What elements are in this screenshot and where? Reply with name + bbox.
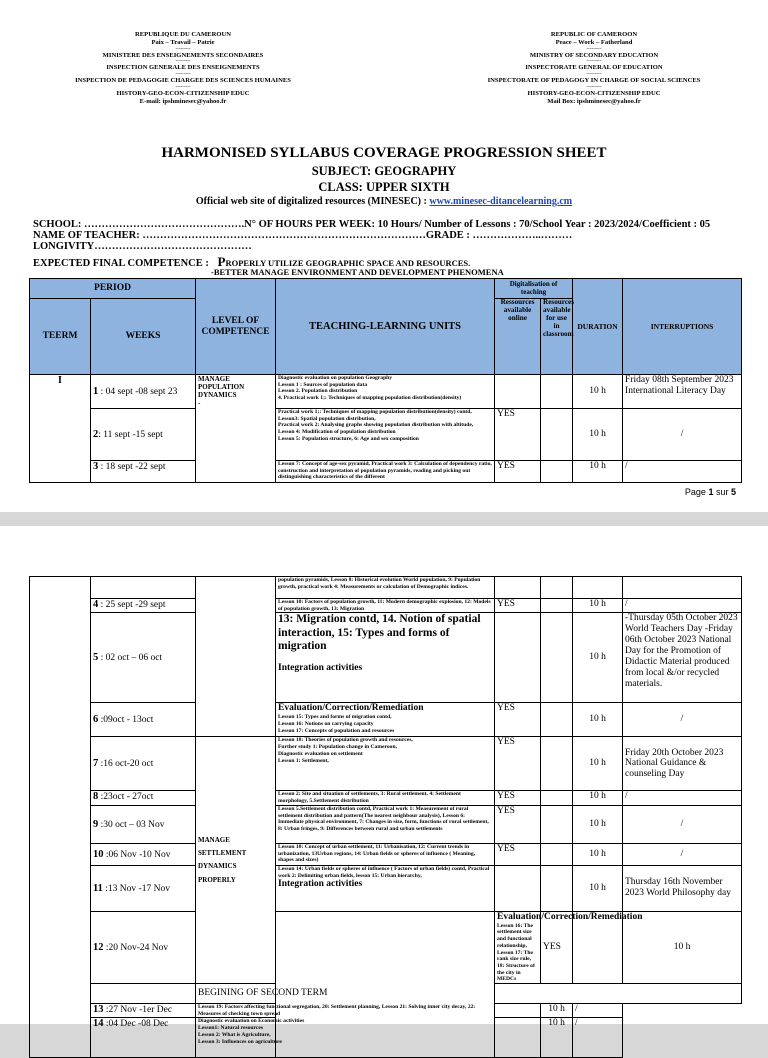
- week-dates: : 11 sept -15 sept: [98, 430, 163, 440]
- week-dates: : 04 sept -08 sept 23: [98, 387, 178, 397]
- units-cell: Lesson 19: Factors affecting functional segregation, 20: Settlement planning, Lesson 21: Solving inner city decay, 22: Measures of checking town spread: [196, 1004, 495, 1018]
- classroom-cell: [541, 703, 573, 737]
- subject-line: SUBJECT: GEOGRAPHY: [311, 164, 457, 178]
- en-department: HISTORY-GEO-ECON-CITIZENSHIP EDUC: [527, 89, 661, 97]
- week-number: 13: [93, 1004, 104, 1016]
- separator: ---------: [175, 84, 191, 90]
- week-number: 1: [93, 386, 99, 397]
- separator: ---------: [175, 59, 191, 65]
- week-number: 12: [93, 941, 104, 953]
- separator: ---------: [175, 46, 191, 52]
- week-cell: [91, 791, 196, 805]
- progression-table-page-1: [29, 278, 742, 483]
- duration-cell: 10 h: [573, 599, 623, 613]
- week-cell: [91, 599, 196, 613]
- en-motto: Peace – Work – Fatherland: [555, 38, 633, 46]
- online-cell: YES: [495, 737, 541, 791]
- term-header: TEERM: [30, 299, 91, 375]
- duration-cell: 10 h: [573, 791, 623, 805]
- term-cell: I: [30, 375, 91, 483]
- week-dates: :13 Nov -17 Nov: [102, 883, 170, 894]
- duration-header: DURATION: [573, 279, 623, 375]
- week-dates: :20 Nov-24 Nov: [103, 942, 169, 953]
- duration-cell: [573, 577, 623, 599]
- page-separator: sur: [713, 487, 731, 497]
- units-cell: [276, 865, 495, 911]
- online-cell: YES: [495, 703, 541, 737]
- interruption-cell: /: [623, 791, 742, 805]
- week-number: 4: [93, 599, 99, 610]
- separator: ---------: [586, 84, 602, 90]
- level-cell: [196, 577, 276, 737]
- competence-first-letter: P: [217, 254, 226, 269]
- classroom-cell: [541, 461, 573, 483]
- online-cell: [495, 613, 541, 703]
- online-cell: YES: [495, 409, 541, 461]
- units-cell: Practical work 1;: Techniques of mapping population distribution(density) contd, Lesson3: Spatial population distribution, Practical work 2: Analysing graphs showing population distribution with altitude, Lesson 4: Modification of population distribution Lesson 5: Population structure, 6: Age and sex composition: [276, 409, 495, 461]
- classroom-cell: [541, 865, 573, 911]
- competence-label: EXPECTED FINAL COMPETENCE :: [33, 258, 209, 269]
- interruption-cell: /: [623, 703, 742, 737]
- classroom-cell: [541, 805, 573, 843]
- week-number: 9: [93, 818, 99, 830]
- duration-cell: 10 h: [573, 375, 623, 409]
- separator: ---------: [586, 72, 602, 78]
- week-number: 3: [93, 461, 99, 472]
- week-cell: [91, 613, 196, 703]
- separator: ---------: [586, 46, 602, 52]
- document-page-1: [0, 0, 768, 512]
- document-page-2: [0, 526, 768, 1045]
- online-cell: YES: [495, 805, 541, 843]
- classroom-cell: [541, 843, 573, 865]
- online-cell: [495, 375, 541, 409]
- interruption-cell: /: [573, 1004, 623, 1018]
- en-republic: REPUBLIC OF CAMEROON: [550, 31, 638, 38]
- level-text: MANAGE POPULATION DYNAMICS: [198, 375, 245, 400]
- online-header: Ressources available online: [495, 299, 541, 375]
- units-cell: Lesson 10: Concept of urban settlement, 11: Urbanisation, 12: Current trends in urbanization, 13Urban regions, 14: Urban fields or spheres of influence ( Meaning, shapes and sizes): [276, 843, 495, 865]
- classroom-cell: [495, 1004, 541, 1018]
- page-total: 5: [730, 487, 736, 497]
- period-header: PERIOD: [30, 279, 196, 299]
- week-cell: [91, 375, 196, 409]
- level-suffix: -: [198, 399, 201, 408]
- page-indicator: [685, 487, 736, 497]
- fr-inspection: INSPECTION GENERALE DES ENSEIGNEMENTS: [106, 64, 260, 72]
- duration-cell: 10 h: [573, 703, 623, 737]
- interruptions-header: INTERRUPTIONS: [623, 279, 742, 375]
- week-dates: : 18 sept -22 sept: [98, 462, 166, 472]
- interruption-cell: /: [623, 843, 742, 865]
- units-text: Lesson 15: Types and forms of migration contd, Lesson 16: Notions on carrying capacity Lesson 17: Concepts of population and resources: [278, 714, 395, 734]
- week-cell: [91, 865, 196, 911]
- fr-department: HISTORY-GEO-ECON-CITIZENSHIP EDUC: [116, 89, 250, 97]
- units-cell: [276, 613, 495, 703]
- interruption-cell: -Thursday 05th October 2023 World Teachers Day -Friday 06th October 2023 National Day for the Promotion of Didactic Material produced from local &/or recycled materials.: [623, 613, 742, 703]
- level-cell: [196, 737, 276, 984]
- week-number: 11: [93, 882, 103, 894]
- week-dates: :16 oct-20 oct: [98, 759, 154, 770]
- page-current: 1: [708, 487, 714, 497]
- week-dates: : 25 sept -29 sept: [98, 600, 166, 610]
- online-cell: YES: [495, 461, 541, 483]
- en-email: Mail Box: ipshminesec@yahoo.fr: [547, 97, 641, 105]
- duration-cell: 10 h: [541, 1004, 573, 1018]
- units-header: TEACHING-LEARNING UNITS: [276, 279, 495, 375]
- interruption-cell: /: [573, 1018, 623, 1058]
- units-main: 13: Migration contd, 14. Notion of spatial interaction, 15: Types and forms of migration: [278, 613, 481, 652]
- duration-cell: 10 h: [573, 737, 623, 791]
- fr-republic: REPUBLIQUE DU CAMEROUN: [135, 31, 231, 38]
- online-cell: [495, 865, 541, 911]
- week-cell: [91, 1018, 196, 1058]
- duration-cell: 10 h: [573, 805, 623, 843]
- duration-cell: 10 h: [573, 865, 623, 911]
- week-number: 8: [93, 791, 99, 803]
- units-cell: Lesson 5.Settlement distribution contd, Practical work 1: Measurement of rural settlement distribution and pattern(The nearest neighbour analysis), Lesson 6: Immediate physical environment, 7: Changes in size, form, functions of rural settlement, 8: Urban fringes, 9: Differences between rural and urban settlements: [276, 805, 495, 843]
- week-cell: [91, 577, 196, 599]
- interruption-cell: [623, 577, 742, 599]
- term-cell: [30, 577, 91, 1058]
- units-text: Lesson 16: The settlement size and functional relationship, Lesson 17: The rank size rule, 18: Structure of the city in MEDCs: [497, 922, 535, 983]
- evaluation-title: Evaluation/Correction/Remediation: [497, 911, 643, 922]
- classroom-cell: [541, 375, 573, 409]
- week-cell: [91, 1004, 196, 1018]
- week-dates: : 02 oct – 06 oct: [98, 653, 163, 664]
- page-prefix: Page: [684, 487, 709, 497]
- classroom-cell: [541, 737, 573, 791]
- english-letterhead: [444, 31, 744, 105]
- week-number: 14: [93, 1018, 104, 1030]
- classroom-cell: [541, 599, 573, 613]
- week-cell: [91, 409, 196, 461]
- interruption-cell: Thursday 16th November 2023 World Philosophy day: [623, 865, 742, 911]
- evaluation-title: Evaluation/Correction/Remediation: [278, 703, 424, 714]
- french-letterhead: [33, 31, 333, 105]
- units-cell: Diagnostic evaluation on Economic activities Lesson1: Natural resources Lesson 2: What is Agriculture, Lesson 3: Influences on agriculture: [196, 1018, 495, 1058]
- fr-motto: Paix – Travail – Patrie: [151, 38, 215, 46]
- week-number: 2: [93, 429, 99, 440]
- duration-cell: 10 h: [541, 1018, 573, 1058]
- level-line: PROPERLY: [198, 875, 236, 884]
- separator: ---------: [175, 72, 191, 78]
- duration-cell: 10 h: [573, 409, 623, 461]
- classroom-cell: [541, 577, 573, 599]
- week-cell: [91, 461, 196, 483]
- week-number: 10: [93, 848, 104, 860]
- interruption-cell: /: [623, 409, 742, 461]
- website-link[interactable]: www.minesec-ditancelearning.cm: [429, 196, 573, 207]
- week-cell: [91, 911, 196, 983]
- level-line: DYNAMICS: [198, 862, 237, 871]
- duration-cell: 10 h: [573, 843, 623, 865]
- week-cell: [91, 703, 196, 737]
- digitalisation-header: Digitalisation of teaching: [495, 279, 573, 299]
- duration-cell: 10 h: [623, 911, 742, 983]
- weeks-header: WEEKS: [91, 299, 196, 375]
- level-line: SETTLEMENT: [198, 848, 247, 857]
- week-cell: [91, 984, 196, 1004]
- classroom-cell: [541, 791, 573, 805]
- document-title: HARMONISED SYLLABUS COVERAGE PROGRESSION SHEET: [161, 145, 607, 161]
- interruption-cell: /: [623, 599, 742, 613]
- fr-ministry: MINISTERE DES ENSEIGNEMENTS SECONDAIRES: [102, 51, 264, 59]
- week-dates: :06 Nov -10 Nov: [103, 849, 171, 860]
- second-term-banner: BEGINING OF SECOND TERM: [196, 984, 742, 1004]
- duration-cell: 10 h: [573, 461, 623, 483]
- week-dates: :30 oct – 03 Nov: [98, 819, 165, 830]
- week-cell: [91, 843, 196, 865]
- fr-email: E-mail: ipshminesec@yahoo.fr: [139, 97, 227, 105]
- week-number: 7: [93, 758, 99, 770]
- online-cell: YES: [495, 843, 541, 865]
- separator: ---------: [586, 59, 602, 65]
- longevity-line: LONGIVITY………………………………………: [33, 241, 252, 252]
- interruption-cell: Friday 20th October 2023 National Guidance & counseling Day: [623, 737, 742, 791]
- integration-activities: Integration activities: [278, 879, 363, 890]
- units-cell: Lesson 10: Factors of population growth, 11: Modern demographic explosion, 12: Models of population growth, 13: Migration: [276, 599, 495, 613]
- units-cell: Lesson 7: Concept of age-sex pyramid, Practical work 3: Calculation of dependency ratio, construction and interpretation of population pyramids, reading and picking out distinguishing characteristics of the different: [276, 461, 495, 483]
- week-cell: [91, 805, 196, 843]
- competence-text: ROPERLY UTILIZE GEOGRAPHIC SPACE AND RESOURCES.: [225, 258, 471, 268]
- week-number: 6: [93, 714, 99, 726]
- classroom-cell: [541, 409, 573, 461]
- units-cell: Diagnostic evaluation on population Geography Lesson 1 : Sources of population data Lesson 2. Population distribution 4. Practical work 1;: Techniques of mapping population distribution(density): [276, 375, 495, 409]
- units-cell: Lesson 18: Theories of population growth and resources, Further study 1: Population change in Cameroon, Diagnostic evaluation on settlement Lesson 1: Settlement,: [276, 737, 495, 791]
- online-cell: [495, 577, 541, 599]
- classroom-cell: [573, 911, 623, 983]
- interruption-cell: Friday 08th September 2023 International Literacy Day: [623, 375, 742, 409]
- interruption-cell: /: [623, 805, 742, 843]
- en-ministry: MINISTRY OF SECONDARY EDUCATION: [529, 51, 659, 59]
- level-header: LEVEL OF COMPETENCE: [196, 279, 276, 375]
- school-line: SCHOOL: ……………………………………….N° OF HOURS PER WEEK: 10 Hours/ Number of Lessons : 70/School Year : 2023/2024/Coefficient : 05: [33, 219, 711, 230]
- duration-cell: 10 h: [573, 613, 623, 703]
- week-dates: :27 Nov -1er Dec: [103, 1005, 173, 1016]
- units-cell: [276, 703, 495, 737]
- units-text: Lesson 14: Urban fields or spheres of influence ( Factors of urban fields) contd, Practical work 2: Delimiting urban fields, lesson 15: Urban hierarchy,: [278, 865, 490, 879]
- level-line: MANAGE: [198, 835, 230, 844]
- classroom-cell: [541, 613, 573, 703]
- week-dates: :23oct - 27oct: [98, 792, 154, 803]
- online-cell: YES: [495, 791, 541, 805]
- week-cell: [91, 737, 196, 791]
- en-pedagogy: INSPECTORATE OF PEDAGOGY IN CHARGE OF SOCIAL SCIENCES: [487, 77, 701, 85]
- fr-pedagogy: INSPECTION DE PEDAGOGIE CHARGEE DES SCIENCES HUMAINES: [75, 77, 291, 85]
- competence-line-2: -BETTER MANAGE ENVIRONMENT AND DEVELOPMENT PHENOMENA: [211, 267, 504, 277]
- week-number: 5: [93, 652, 99, 664]
- units-cell: Lesson 2: Site and situation of settlements, 3: Rural settlement, 4: Settlement morphology, 5.Settlement distribution: [276, 791, 495, 805]
- interruption-cell: /: [623, 461, 742, 483]
- progression-table-page-2: [29, 576, 742, 1058]
- teacher-line: NAME OF TEACHER: ………………………………………………………………………GRADE : ………………..………: [33, 230, 573, 241]
- classroom-header: Resources available for use in classroom: [541, 299, 573, 375]
- classroom-cell: [495, 1018, 541, 1058]
- units-cell: population pyramids, Lesson 8: Historical evolution World population, 9: Population growth, practical work 4: Measurements or calculation of Demographic indices.: [276, 577, 495, 599]
- class-line: CLASS: UPPER SIXTH: [318, 180, 450, 194]
- en-inspectorate: INSPECTORATE GENERAL OF EDUCATION: [525, 64, 663, 72]
- week-dates: :04 Dec -08 Dec: [103, 1019, 169, 1030]
- website-line: [0, 196, 768, 207]
- online-cell: YES: [541, 911, 573, 983]
- level-cell: [196, 375, 276, 483]
- website-label: Official web site of digitalized resources (MINESEC) :: [195, 196, 430, 207]
- integration-activities: Integration activities: [278, 663, 363, 674]
- week-dates: :09oct - 13oct: [98, 715, 154, 726]
- online-cell: YES: [495, 599, 541, 613]
